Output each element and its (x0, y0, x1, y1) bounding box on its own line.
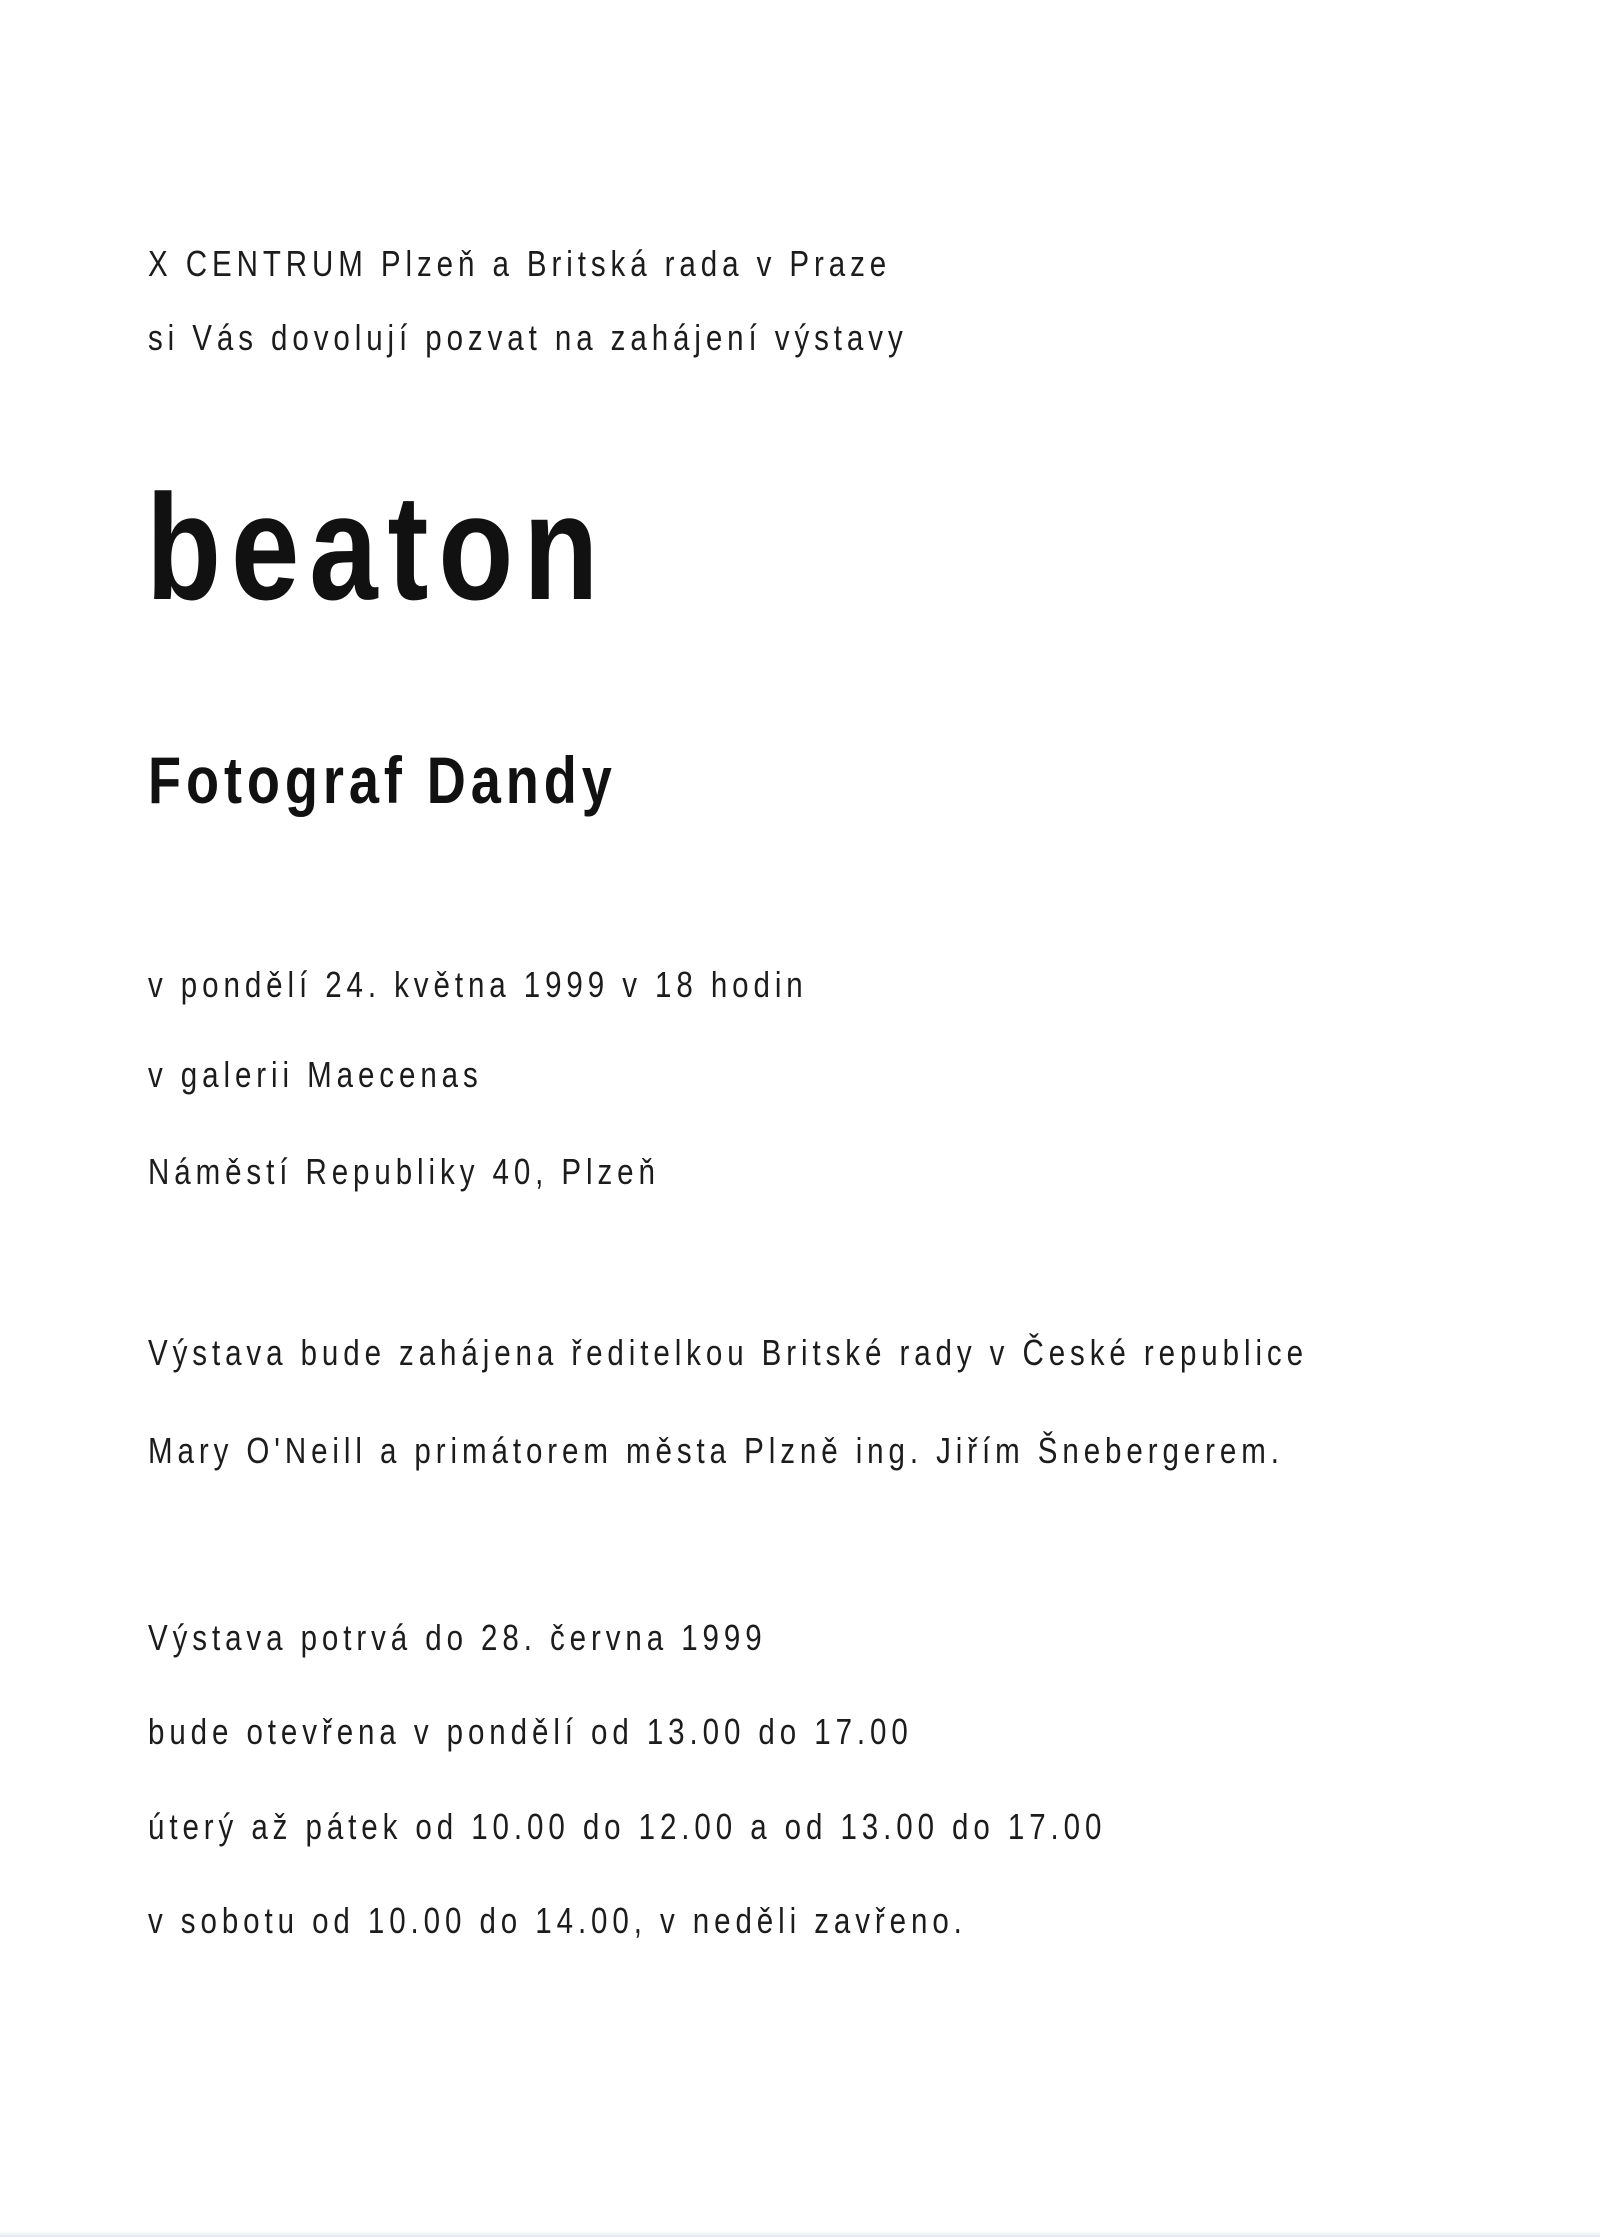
hours-weekend: v sobotu od 10.00 do 14.00, v neděli zavřeno. (148, 1900, 967, 1941)
opening-address: Náměstí Republiky 40, Plzeň (148, 1151, 660, 1192)
exhibition-duration: Výstava potrvá do 28. června 1999 (148, 1617, 767, 1658)
opened-by-line-2: Mary O'Neill a primátorem města Plzně ing. Jiřím Šnebergerem. (148, 1430, 1284, 1471)
hours-tuesday-friday: úterý až pátek od 10.00 do 12.00 a od 13.00 do 17.00 (148, 1806, 1107, 1847)
scan-edge (0, 2231, 1600, 2237)
exhibition-subtitle: Fotograf Dandy (148, 743, 617, 817)
hours-monday: bude otevřena v pondělí od 13.00 do 17.00 (148, 1711, 913, 1752)
intro-line-organizers: X CENTRUM Plzeň a Britská rada v Praze (148, 243, 892, 284)
exhibition-title: beaton (146, 463, 609, 631)
opening-venue: v galerii Maecenas (148, 1054, 483, 1095)
intro-line-invitation: si Vás dovolují pozvat na zahájení výstavy (148, 317, 908, 358)
opened-by-line-1: Výstava bude zahájena ředitelkou Britské rady v České republice (148, 1332, 1308, 1373)
opening-date-time: v pondělí 24. května 1999 v 18 hodin (148, 964, 808, 1005)
